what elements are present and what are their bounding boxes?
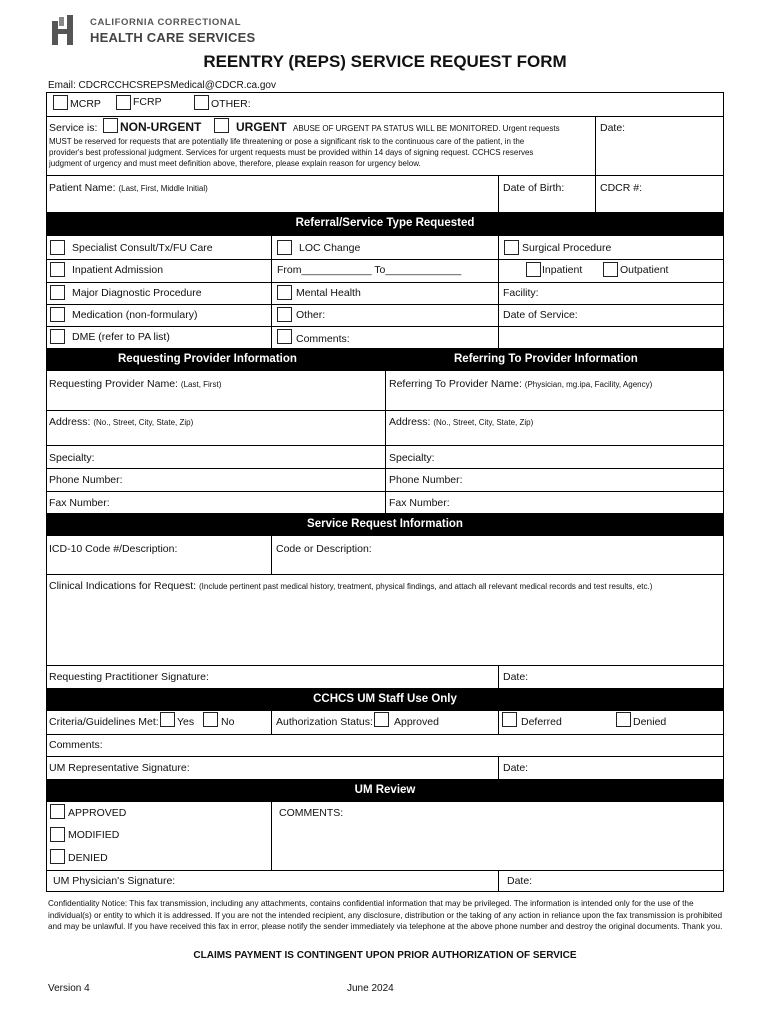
auth-approved-label: Approved	[394, 716, 439, 728]
divider	[46, 468, 724, 469]
email-line: Email: CDCRCCHCSREPSMedical@CDCR.ca.gov	[48, 80, 276, 91]
logo-text-bottom: HEALTH CARE SERVICES	[90, 30, 256, 45]
inpatient-admission-checkbox[interactable]	[50, 262, 65, 277]
service-text-line3: provider's best professional judgment. Services for urgent requests must be provided within 14 days of signing request. CCHCS reserves	[49, 148, 534, 157]
auth-approved-checkbox[interactable]	[374, 712, 389, 727]
divider	[46, 116, 724, 117]
review-modified-checkbox[interactable]	[50, 827, 65, 842]
service-label: Service is:	[49, 122, 98, 134]
requesting-provider-header: Requesting Provider Information	[118, 353, 297, 365]
outpatient-checkbox[interactable]	[603, 262, 618, 277]
fcrp-label: FCRP	[133, 96, 162, 108]
divider	[595, 116, 596, 175]
service-text-line4: judgment of urgency and must meet definition above, therefore, please explain reason for urgency below.	[49, 159, 421, 168]
divider	[46, 491, 724, 492]
divider	[271, 802, 272, 870]
criteria-label: Criteria/Guidelines Met:	[49, 716, 159, 728]
divider	[46, 870, 724, 871]
divider	[498, 870, 499, 892]
inpatient-checkbox[interactable]	[526, 262, 541, 277]
requesting-fax-field[interactable]: Fax Number:	[49, 497, 110, 509]
divider	[46, 734, 724, 735]
referring-provider-name-field[interactable]: Referring To Provider Name: (Physician, mg.ipa, Facility, Agency)	[389, 378, 653, 390]
review-approved-checkbox[interactable]	[50, 804, 65, 819]
divider	[46, 665, 724, 666]
surgical-checkbox[interactable]	[504, 240, 519, 255]
auth-deferred-checkbox[interactable]	[502, 712, 517, 727]
divider	[46, 175, 724, 176]
other-program-label: OTHER:	[211, 98, 251, 110]
cdcr-number-field[interactable]: CDCR #:	[600, 182, 643, 194]
practitioner-date-field[interactable]: Date:	[503, 671, 529, 683]
referring-specialty-field[interactable]: Specialty:	[389, 452, 435, 464]
logo-text-top: CALIFORNIA CORRECTIONAL	[90, 17, 242, 28]
divider	[46, 282, 724, 283]
loc-change-checkbox[interactable]	[277, 240, 292, 255]
requesting-address-field[interactable]: Address: (No., Street, City, State, Zip)	[49, 416, 194, 428]
loc-change-label: LOC Change	[299, 242, 361, 254]
referring-phone-field[interactable]: Phone Number:	[389, 474, 463, 486]
referring-fax-field[interactable]: Fax Number:	[389, 497, 450, 509]
um-physician-date-field[interactable]: Date:	[507, 875, 533, 887]
comments-checkbox[interactable]	[277, 329, 292, 344]
criteria-no-label: No	[221, 716, 235, 728]
dme-label: DME (refer to PA list)	[72, 331, 170, 343]
um-comments-field[interactable]: Comments:	[49, 739, 103, 751]
claims-notice: CLAIMS PAYMENT IS CONTINGENT UPON PRIOR AUTHORIZATION OF SERVICE	[193, 950, 577, 961]
review-comments-field[interactable]: COMMENTS:	[279, 807, 344, 819]
divider	[271, 236, 272, 348]
form-title: REENTRY (REPS) SERVICE REQUEST FORM	[203, 52, 567, 71]
divider	[46, 326, 724, 327]
auth-status-label: Authorization Status:	[276, 716, 373, 728]
fcrp-checkbox[interactable]	[116, 95, 131, 110]
service-request-form	[46, 92, 724, 892]
divider	[271, 536, 272, 574]
other-service-checkbox[interactable]	[277, 307, 292, 322]
divider	[271, 711, 272, 734]
requesting-provider-name-field[interactable]: Requesting Provider Name: (Last, First)	[49, 378, 222, 390]
non-urgent-checkbox[interactable]	[103, 118, 118, 133]
divider	[46, 259, 724, 260]
specialist-label: Specialist Consult/Tx/FU Care	[72, 242, 213, 254]
um-staff-header: CCHCS UM Staff Use Only	[46, 688, 724, 711]
version-label: Version 4	[48, 983, 90, 994]
review-approved-label: APPROVED	[68, 807, 127, 819]
dme-checkbox[interactable]	[50, 329, 65, 344]
icd10-field[interactable]: ICD-10 Code #/Description:	[49, 543, 178, 555]
date-of-service-field[interactable]: Date of Service:	[503, 309, 578, 321]
urgent-note: ABUSE OF URGENT PA STATUS WILL BE MONITORED. Urgent requests	[293, 124, 560, 133]
review-denied-label: DENIED	[68, 852, 108, 864]
divider	[498, 175, 499, 212]
code-description-field[interactable]: Code or Description:	[276, 543, 372, 555]
dob-field[interactable]: Date of Birth:	[503, 182, 565, 194]
loc-from-to-field[interactable]: From____________ To_____________	[277, 264, 462, 276]
major-diagnostic-label: Major Diagnostic Procedure	[72, 287, 202, 299]
um-rep-signature-field[interactable]: UM Representative Signature:	[49, 762, 190, 774]
divider	[498, 236, 499, 348]
divider	[498, 711, 499, 734]
medication-checkbox[interactable]	[50, 307, 65, 322]
surgical-label: Surgical Procedure	[522, 242, 612, 254]
urgent-label: URGENT	[236, 120, 287, 134]
referring-address-field[interactable]: Address: (No., Street, City, State, Zip)	[389, 416, 534, 428]
service-text-line2: MUST be reserved for requests that are potentially life threatening or pose a significant risk to the continuous care of the patient, in the	[49, 137, 525, 146]
practitioner-signature-field[interactable]: Requesting Practitioner Signature:	[49, 671, 209, 683]
confidentiality-notice: Confidentiality Notice: This fax transmission, including any attachments, contains confidential information that may be privileged. The information is intended only for the use of the individual(s) or entity to which it is addressed. If you are not the intended recipient, any disclosure, distribution or the taking of any action in reliance upon the fax transmission is prohibited and may be unlawful. If you have received this fax in error, please notify the sender immediately via telephone at the above phone number and destroy the original documents. Thank you.	[48, 899, 723, 931]
referring-provider-header: Referring To Provider Information	[454, 353, 638, 365]
other-program-checkbox[interactable]	[194, 95, 209, 110]
divider	[46, 445, 724, 446]
cchcs-logo-icon	[52, 15, 74, 45]
inpatient-label: Inpatient	[542, 264, 583, 276]
um-rep-date-field[interactable]: Date:	[503, 762, 529, 774]
referral-section-header: Referral/Service Type Requested	[46, 212, 724, 236]
urgent-checkbox[interactable]	[214, 118, 229, 133]
inpatient-admission-label: Inpatient Admission	[72, 264, 164, 276]
non-urgent-label: NON-URGENT	[120, 120, 202, 134]
mcrp-checkbox[interactable]	[53, 95, 68, 110]
divider	[46, 304, 724, 305]
patient-name-hint: (Last, First, Middle Initial)	[118, 184, 208, 193]
other-service-label: Other:	[296, 309, 326, 321]
um-review-header: UM Review	[46, 779, 724, 802]
requesting-specialty-field[interactable]: Specialty:	[49, 452, 95, 464]
review-denied-checkbox[interactable]	[50, 849, 65, 864]
clinical-indications-field[interactable]: Clinical Indications for Request: (Include pertinent past medical history, treatment, physical findings, and attach all relevant medical records and test results, etc.)	[49, 580, 653, 592]
requesting-phone-field[interactable]: Phone Number:	[49, 474, 123, 486]
auth-denied-label: Denied	[633, 716, 667, 728]
auth-deferred-label: Deferred	[521, 716, 562, 728]
criteria-no-checkbox[interactable]	[203, 712, 218, 727]
mental-health-checkbox[interactable]	[277, 285, 292, 300]
criteria-yes-checkbox[interactable]	[160, 712, 175, 727]
specialist-checkbox[interactable]	[50, 240, 65, 255]
service-date-field[interactable]: Date:	[600, 122, 626, 134]
patient-name-field[interactable]	[49, 182, 208, 194]
divider	[595, 175, 596, 212]
divider	[498, 756, 499, 779]
divider	[498, 665, 499, 688]
divider	[46, 574, 724, 575]
auth-denied-checkbox[interactable]	[616, 712, 631, 727]
divider	[46, 410, 724, 411]
mcrp-label: MCRP	[70, 98, 101, 110]
service-request-header: Service Request Information	[46, 513, 724, 536]
outpatient-label: Outpatient	[620, 264, 669, 276]
criteria-yes-label: Yes	[177, 716, 195, 728]
facility-field[interactable]: Facility:	[503, 287, 539, 299]
provider-section-header	[46, 348, 724, 371]
mental-health-label: Mental Health	[296, 287, 361, 299]
um-physician-signature-field[interactable]: UM Physician's Signature:	[53, 875, 176, 887]
divider	[46, 756, 724, 757]
major-diagnostic-checkbox[interactable]	[50, 285, 65, 300]
medication-label: Medication (non-formulary)	[72, 309, 198, 321]
review-modified-label: MODIFIED	[68, 829, 120, 841]
revision-date: June 2024	[347, 983, 394, 994]
referral-comments-label: Comments:	[296, 333, 350, 345]
patient-name-label: Patient Name:	[49, 182, 116, 194]
